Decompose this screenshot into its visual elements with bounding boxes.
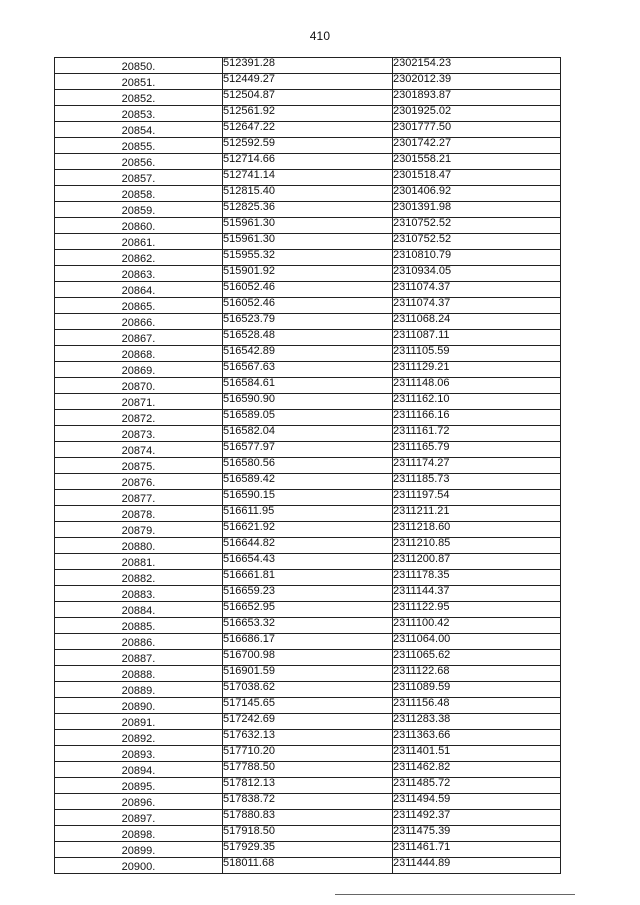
x-coordinate-cell: 516523.79 <box>223 314 393 330</box>
y-coordinate-cell: 2310752.52 <box>393 218 561 234</box>
x-coordinate-cell: 516611.95 <box>223 506 393 522</box>
x-coordinate-cell: 516577.97 <box>223 442 393 458</box>
table-row <box>55 74 561 90</box>
point-number-cell: 20897. <box>55 810 223 826</box>
y-coordinate-cell: 2301558.21 <box>393 154 561 170</box>
x-coordinate-cell: 517880.83 <box>223 810 393 826</box>
table-row <box>55 282 561 298</box>
point-number-cell: 20878. <box>55 506 223 522</box>
table-row <box>55 314 561 330</box>
table-row <box>55 250 561 266</box>
table-row <box>55 202 561 218</box>
table-row <box>55 778 561 794</box>
y-coordinate-cell: 2302154.23 <box>393 58 561 74</box>
table-row <box>55 442 561 458</box>
point-number-cell: 20859. <box>55 202 223 218</box>
y-coordinate-cell: 2311200.87 <box>393 554 561 570</box>
y-coordinate-cell: 2311401.51 <box>393 746 561 762</box>
point-number-cell: 20887. <box>55 650 223 666</box>
x-coordinate-cell: 516590.90 <box>223 394 393 410</box>
point-number-cell: 20892. <box>55 730 223 746</box>
table-row <box>55 106 561 122</box>
table-row <box>55 218 561 234</box>
point-number-cell: 20876. <box>55 474 223 490</box>
x-coordinate-cell: 516654.43 <box>223 554 393 570</box>
x-coordinate-cell: 512561.92 <box>223 106 393 122</box>
point-number-cell: 20889. <box>55 682 223 698</box>
y-coordinate-cell: 2311129.21 <box>393 362 561 378</box>
x-coordinate-cell: 517812.13 <box>223 778 393 794</box>
x-coordinate-cell: 517038.62 <box>223 682 393 698</box>
y-coordinate-cell: 2311105.59 <box>393 346 561 362</box>
x-coordinate-cell: 516653.32 <box>223 618 393 634</box>
table-row <box>55 618 561 634</box>
y-coordinate-cell: 2310752.52 <box>393 234 561 250</box>
table-row <box>55 826 561 842</box>
table-row <box>55 90 561 106</box>
y-coordinate-cell: 2311100.42 <box>393 618 561 634</box>
x-coordinate-cell: 516589.42 <box>223 474 393 490</box>
y-coordinate-cell: 2311185.73 <box>393 474 561 490</box>
x-coordinate-cell: 516528.48 <box>223 330 393 346</box>
y-coordinate-cell: 2311485.72 <box>393 778 561 794</box>
y-coordinate-cell: 2301518.47 <box>393 170 561 186</box>
y-coordinate-cell: 2311283.38 <box>393 714 561 730</box>
page-number: 410 <box>309 29 331 43</box>
y-coordinate-cell: 2311074.37 <box>393 282 561 298</box>
point-number-cell: 20883. <box>55 586 223 602</box>
point-number-cell: 20856. <box>55 154 223 170</box>
point-number-cell: 20864. <box>55 282 223 298</box>
y-coordinate-cell: 2311211.21 <box>393 506 561 522</box>
y-coordinate-cell: 2311074.37 <box>393 298 561 314</box>
y-coordinate-cell: 2311218.60 <box>393 522 561 538</box>
table-row <box>55 746 561 762</box>
point-number-cell: 20860. <box>55 218 223 234</box>
y-coordinate-cell: 2311178.35 <box>393 570 561 586</box>
x-coordinate-cell: 516590.15 <box>223 490 393 506</box>
point-number-cell: 20861. <box>55 234 223 250</box>
point-number-cell: 20871. <box>55 394 223 410</box>
table-row <box>55 234 561 250</box>
point-number-cell: 20886. <box>55 634 223 650</box>
table-row <box>55 714 561 730</box>
y-coordinate-cell: 2311162.10 <box>393 394 561 410</box>
table-row <box>55 730 561 746</box>
point-number-cell: 20852. <box>55 90 223 106</box>
x-coordinate-cell: 512825.36 <box>223 202 393 218</box>
y-coordinate-cell: 2311461.71 <box>393 842 561 858</box>
table-row <box>55 554 561 570</box>
x-coordinate-cell: 517788.50 <box>223 762 393 778</box>
x-coordinate-cell: 512714.66 <box>223 154 393 170</box>
x-coordinate-cell: 516567.63 <box>223 362 393 378</box>
table-row <box>55 426 561 442</box>
x-coordinate-cell: 517929.35 <box>223 842 393 858</box>
table-row <box>55 810 561 826</box>
x-coordinate-cell: 515961.30 <box>223 218 393 234</box>
y-coordinate-cell: 2301406.92 <box>393 186 561 202</box>
table-row <box>55 458 561 474</box>
y-coordinate-cell: 2301391.98 <box>393 202 561 218</box>
y-coordinate-cell: 2301893.87 <box>393 90 561 106</box>
point-number-cell: 20853. <box>55 106 223 122</box>
table-row <box>55 586 561 602</box>
point-number-cell: 20885. <box>55 618 223 634</box>
table-row <box>55 410 561 426</box>
y-coordinate-cell: 2311087.11 <box>393 330 561 346</box>
point-number-cell: 20854. <box>55 122 223 138</box>
table-row <box>55 474 561 490</box>
table-row <box>55 506 561 522</box>
x-coordinate-cell: 515901.92 <box>223 266 393 282</box>
x-coordinate-cell: 517838.72 <box>223 794 393 810</box>
y-coordinate-cell: 2311210.85 <box>393 538 561 554</box>
y-coordinate-cell: 2311144.37 <box>393 586 561 602</box>
x-coordinate-cell: 516901.59 <box>223 666 393 682</box>
coordinates-table <box>54 57 561 874</box>
x-coordinate-cell: 515961.30 <box>223 234 393 250</box>
y-coordinate-cell: 2311122.95 <box>393 602 561 618</box>
x-coordinate-cell: 512391.28 <box>223 58 393 74</box>
table-row <box>55 330 561 346</box>
point-number-cell: 20867. <box>55 330 223 346</box>
point-number-cell: 20891. <box>55 714 223 730</box>
x-coordinate-cell: 516542.89 <box>223 346 393 362</box>
x-coordinate-cell: 516582.04 <box>223 426 393 442</box>
table-row <box>55 362 561 378</box>
point-number-cell: 20865. <box>55 298 223 314</box>
x-coordinate-cell: 516652.95 <box>223 602 393 618</box>
table-row <box>55 346 561 362</box>
x-coordinate-cell: 516589.05 <box>223 410 393 426</box>
table-row <box>55 842 561 858</box>
table-row <box>55 794 561 810</box>
y-coordinate-cell: 2311089.59 <box>393 682 561 698</box>
point-number-cell: 20872. <box>55 410 223 426</box>
table-row <box>55 266 561 282</box>
point-number-cell: 20890. <box>55 698 223 714</box>
y-coordinate-cell: 2311065.62 <box>393 650 561 666</box>
point-number-cell: 20881. <box>55 554 223 570</box>
x-coordinate-cell: 516644.82 <box>223 538 393 554</box>
x-coordinate-cell: 516580.56 <box>223 458 393 474</box>
point-number-cell: 20868. <box>55 346 223 362</box>
x-coordinate-cell: 517145.65 <box>223 698 393 714</box>
y-coordinate-cell: 2302012.39 <box>393 74 561 90</box>
x-coordinate-cell: 512647.22 <box>223 122 393 138</box>
table-row <box>55 698 561 714</box>
y-coordinate-cell: 2311068.24 <box>393 314 561 330</box>
point-number-cell: 20851. <box>55 74 223 90</box>
point-number-cell: 20863. <box>55 266 223 282</box>
point-number-cell: 20880. <box>55 538 223 554</box>
y-coordinate-cell: 2311462.82 <box>393 762 561 778</box>
x-coordinate-cell: 516700.98 <box>223 650 393 666</box>
point-number-cell: 20875. <box>55 458 223 474</box>
table-row <box>55 378 561 394</box>
table-body <box>55 58 561 874</box>
point-number-cell: 20893. <box>55 746 223 762</box>
table-row <box>55 634 561 650</box>
point-number-cell: 20857. <box>55 170 223 186</box>
y-coordinate-cell: 2311363.66 <box>393 730 561 746</box>
y-coordinate-cell: 2311122.68 <box>393 666 561 682</box>
y-coordinate-cell: 2311494.59 <box>393 794 561 810</box>
x-coordinate-cell: 517918.50 <box>223 826 393 842</box>
x-coordinate-cell: 512592.59 <box>223 138 393 154</box>
y-coordinate-cell: 2301777.50 <box>393 122 561 138</box>
point-number-cell: 20870. <box>55 378 223 394</box>
y-coordinate-cell: 2311165.79 <box>393 442 561 458</box>
point-number-cell: 20874. <box>55 442 223 458</box>
y-coordinate-cell: 2311064.00 <box>393 634 561 650</box>
x-coordinate-cell: 516621.92 <box>223 522 393 538</box>
point-number-cell: 20877. <box>55 490 223 506</box>
table-row <box>55 650 561 666</box>
x-coordinate-cell: 518011.68 <box>223 858 393 874</box>
point-number-cell: 20894. <box>55 762 223 778</box>
table-row <box>55 170 561 186</box>
point-number-cell: 20896. <box>55 794 223 810</box>
table-row <box>55 394 561 410</box>
point-number-cell: 20879. <box>55 522 223 538</box>
table-row <box>55 666 561 682</box>
table-row <box>55 186 561 202</box>
x-coordinate-cell: 512449.27 <box>223 74 393 90</box>
point-number-cell: 20869. <box>55 362 223 378</box>
table-row <box>55 682 561 698</box>
x-coordinate-cell: 515955.32 <box>223 250 393 266</box>
x-coordinate-cell: 512504.87 <box>223 90 393 106</box>
point-number-cell: 20858. <box>55 186 223 202</box>
table-row <box>55 570 561 586</box>
x-coordinate-cell: 517710.20 <box>223 746 393 762</box>
table-row <box>55 58 561 74</box>
x-coordinate-cell: 516661.81 <box>223 570 393 586</box>
point-number-cell: 20888. <box>55 666 223 682</box>
point-number-cell: 20873. <box>55 426 223 442</box>
table-row <box>55 602 561 618</box>
table-row <box>55 138 561 154</box>
y-coordinate-cell: 2311156.48 <box>393 698 561 714</box>
y-coordinate-cell: 2311492.37 <box>393 810 561 826</box>
x-coordinate-cell: 517632.13 <box>223 730 393 746</box>
y-coordinate-cell: 2311148.06 <box>393 378 561 394</box>
table-row <box>55 298 561 314</box>
x-coordinate-cell: 516052.46 <box>223 298 393 314</box>
table-row <box>55 154 561 170</box>
y-coordinate-cell: 2311197.54 <box>393 490 561 506</box>
y-coordinate-cell: 2311166.16 <box>393 410 561 426</box>
y-coordinate-cell: 2311444.89 <box>393 858 561 874</box>
point-number-cell: 20850. <box>55 58 223 74</box>
table-row <box>55 490 561 506</box>
point-number-cell: 20862. <box>55 250 223 266</box>
x-coordinate-cell: 516686.17 <box>223 634 393 650</box>
y-coordinate-cell: 2311475.39 <box>393 826 561 842</box>
point-number-cell: 20895. <box>55 778 223 794</box>
table-row <box>55 538 561 554</box>
table-row <box>55 858 561 874</box>
point-number-cell: 20900. <box>55 858 223 874</box>
x-coordinate-cell: 517242.69 <box>223 714 393 730</box>
y-coordinate-cell: 2301925.02 <box>393 106 561 122</box>
x-coordinate-cell: 516659.23 <box>223 586 393 602</box>
x-coordinate-cell: 512741.14 <box>223 170 393 186</box>
point-number-cell: 20866. <box>55 314 223 330</box>
point-number-cell: 20855. <box>55 138 223 154</box>
table-row <box>55 522 561 538</box>
table-row <box>55 762 561 778</box>
point-number-cell: 20898. <box>55 826 223 842</box>
x-coordinate-cell: 512815.40 <box>223 186 393 202</box>
y-coordinate-cell: 2311174.27 <box>393 458 561 474</box>
y-coordinate-cell: 2310934.05 <box>393 266 561 282</box>
y-coordinate-cell: 2311161.72 <box>393 426 561 442</box>
footer-rule <box>335 894 575 895</box>
point-number-cell: 20899. <box>55 842 223 858</box>
point-number-cell: 20884. <box>55 602 223 618</box>
y-coordinate-cell: 2301742.27 <box>393 138 561 154</box>
x-coordinate-cell: 516584.61 <box>223 378 393 394</box>
x-coordinate-cell: 516052.46 <box>223 282 393 298</box>
table-row <box>55 122 561 138</box>
point-number-cell: 20882. <box>55 570 223 586</box>
y-coordinate-cell: 2310810.79 <box>393 250 561 266</box>
